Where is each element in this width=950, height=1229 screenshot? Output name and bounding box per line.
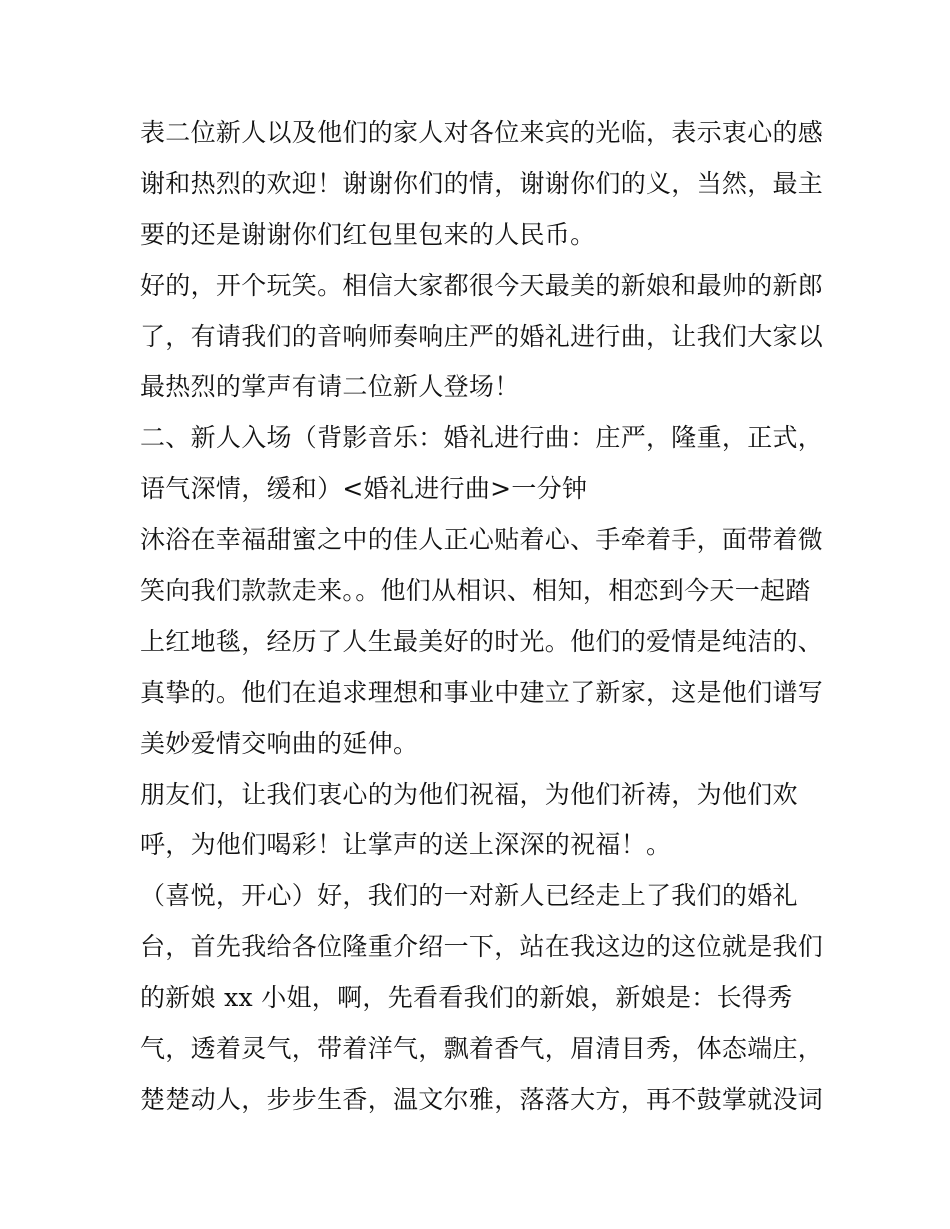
section-heading-line: 二、新人入场（背影音乐：婚礼进行曲：庄严，隆重，正式， (140, 423, 824, 453)
document-body (140, 108, 824, 1126)
text-line: 笑向我们款款走来。。他们从相识、相知，相恋到今天一起踏 (140, 576, 811, 606)
text-line: （喜悦，开心）好，我们的一对新人已经走上了我们的婚礼 (140, 881, 798, 911)
text-line: 沐浴在幸福甜蜜之中的佳人正心贴着心、手牵着手，面带着微 (140, 525, 824, 555)
text-line: 楚楚动人，步步生香，温文尔雅，落落大方，再不鼓掌就没词 (140, 1084, 824, 1114)
text-line: 台，首先我给各位隆重介绍一下，站在我这边的这位就是我们 (140, 932, 824, 962)
text-line: 语气深情，缓和）<婚礼进行曲>一分钟 (140, 474, 588, 504)
text-line: 的新娘 xx 小姐，啊，先看看我们的新娘，新娘是：长得秀 (140, 983, 793, 1013)
text-line: 要的还是谢谢你们红包里包来的人民币。 (140, 219, 596, 249)
text-line: 真挚的。他们在追求理想和事业中建立了新家，这是他们谱写 (140, 677, 824, 707)
text-line: 了，有请我们的音响师奏响庄严的婚礼进行曲，让我们大家以 (140, 321, 824, 351)
text-line: 美妙爱情交响曲的延伸。 (140, 728, 419, 758)
text-line: 气，透着灵气，带着洋气，飘着香气，眉清目秀，体态端庄， (140, 1034, 824, 1064)
text-line: 好的，开个玩笑。相信大家都很今天最美的新娘和最帅的新郎 (140, 270, 824, 300)
text-line: 呼，为他们喝彩！让掌声的送上深深的祝福！。 (140, 830, 672, 860)
text-line: 上红地毯，经历了人生最美好的时光。他们的爱情是纯洁的、 (140, 626, 824, 656)
text-line: 最热烈的掌声有请二位新人登场！ (140, 372, 520, 402)
text-line: 朋友们，让我们衷心的为他们祝福，为他们祈祷，为他们欢 (140, 779, 798, 809)
text-line: 谢和热烈的欢迎！谢谢你们的情，谢谢你们的义，当然，最主 (140, 168, 824, 198)
text-line: 表二位新人以及他们的家人对各位来宾的光临，表示衷心的感 (140, 118, 824, 147)
